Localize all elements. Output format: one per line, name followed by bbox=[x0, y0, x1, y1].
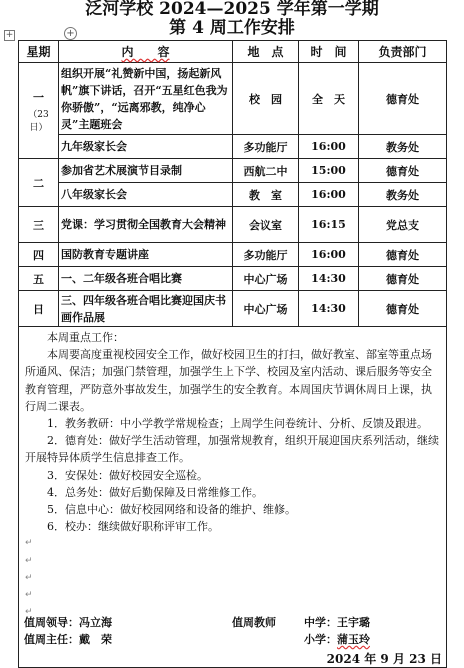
table-row bbox=[19, 267, 447, 291]
notes-item: 4．总务处：做好后勤保障及日常维修工作。 bbox=[47, 485, 263, 499]
document-title: 泛河学校 2024—2025 学年第一学期 bbox=[85, 0, 379, 19]
day-cell: 五 bbox=[19, 267, 59, 291]
notes-item: 6．校办：继续做好职称评审工作。 bbox=[47, 520, 219, 534]
table-row bbox=[19, 243, 447, 267]
director-signature bbox=[24, 631, 112, 647]
director-label: 值周主任： bbox=[24, 633, 79, 646]
day-cell: 三 bbox=[19, 207, 59, 243]
day-cell: 四 bbox=[19, 243, 59, 267]
responsible-cell: 德育处 bbox=[359, 63, 447, 135]
time-cell: 14:30 bbox=[299, 267, 359, 291]
day-date-note: （23 日） bbox=[28, 109, 49, 133]
notes-heading: 本周重点工作： bbox=[47, 331, 124, 344]
header-day: 星期 bbox=[19, 41, 59, 63]
table-row bbox=[19, 63, 447, 135]
middle-name: 王宇璐 bbox=[337, 616, 370, 629]
teacher-label: 值周教师 bbox=[232, 616, 276, 629]
header-content-label: 内 容 bbox=[121, 45, 170, 59]
location-cell: 中心广场 bbox=[233, 291, 299, 327]
notes-item: 5．信息中心：做好校园网络和设备的维护、维修。 bbox=[47, 503, 296, 517]
move-icon[interactable]: + bbox=[5, 30, 14, 40]
notes-item: 1．教务教研：中小学教学常规检查；上周学生问卷统计、分析、反馈及跟进。 bbox=[47, 417, 428, 431]
paragraph-mark-icon: ↵ bbox=[25, 607, 33, 618]
header-content bbox=[59, 41, 233, 63]
day-label: 一 bbox=[33, 90, 44, 104]
time-cell: 15:00 bbox=[299, 159, 359, 183]
paragraph-mark-icon: ↵ bbox=[25, 590, 33, 601]
paragraph-mark-icon: ↵ bbox=[25, 572, 33, 583]
primary-label: 小学： bbox=[304, 633, 337, 646]
time-cell: 14:30 bbox=[299, 291, 359, 327]
responsible-cell: 党总支 bbox=[359, 207, 447, 243]
content-cell: 一、二年级各班合唱比赛 bbox=[59, 267, 233, 291]
time-cell: 全 天 bbox=[299, 63, 359, 135]
paragraph-mark-icon: ↵ bbox=[25, 538, 33, 549]
weekly-notes bbox=[25, 329, 442, 621]
content-cell: 组织开展“礼赞新中国，扬起新风帆”旗下讲话，召开“五星红色我为你骄傲”，“远离邪教，纯净心灵”主题班会 bbox=[59, 63, 233, 135]
location-cell: 中心广场 bbox=[233, 267, 299, 291]
day-cell: 二 bbox=[19, 159, 59, 207]
table-row bbox=[19, 207, 447, 243]
content-cell: 九年级家长会 bbox=[59, 135, 233, 159]
leader-label: 值周领导： bbox=[24, 616, 79, 629]
location-cell: 教 室 bbox=[233, 183, 299, 207]
schedule-table bbox=[18, 40, 447, 668]
table-row bbox=[19, 291, 447, 327]
time-cell: 16:00 bbox=[299, 183, 359, 207]
notes-item: 2．德育处：做好学生活动管理，加强常规教育，组织开展迎国庆系列活动，继续开展特异体质学生信息排查工作。 bbox=[25, 434, 439, 465]
add-column-icon[interactable]: + bbox=[64, 27, 77, 40]
time-cell: 16:15 bbox=[299, 207, 359, 243]
header-time: 时 间 bbox=[299, 41, 359, 63]
director-name: 戴 荣 bbox=[79, 633, 112, 646]
location-cell: 校 园 bbox=[233, 63, 299, 135]
responsible-cell: 德育处 bbox=[359, 243, 447, 267]
location-cell: 西航二中 bbox=[233, 159, 299, 183]
middle-label: 中学： bbox=[304, 616, 337, 629]
document-subtitle: 第 4 周工作安排 bbox=[169, 18, 295, 38]
primary-name: 蒲玉玲 bbox=[337, 633, 370, 646]
responsible-cell: 德育处 bbox=[359, 159, 447, 183]
time-cell: 16:00 bbox=[299, 135, 359, 159]
day-cell: 日 bbox=[19, 291, 59, 327]
paragraph-mark-icon: ↵ bbox=[25, 555, 33, 566]
content-cell: 八年级家长会 bbox=[59, 183, 233, 207]
table-row bbox=[19, 159, 447, 183]
responsible-cell: 德育处 bbox=[359, 291, 447, 327]
header-row bbox=[19, 41, 447, 63]
table-row bbox=[19, 135, 447, 159]
location-cell: 多功能厅 bbox=[233, 135, 299, 159]
notes-intro: 本周要高度重视校园安全工作，做好校园卫生的打扫，做好教室、部室等重点场所通风、保洁；加强门禁管理，加强学生上下学、校园及室内活动、课后服务等安全教育管理，严防意外事故发生，加强学生的安全教育。本周国庆节调休周日上课，执行周二课表。 bbox=[25, 348, 432, 413]
table-row bbox=[19, 183, 447, 207]
location-cell: 多功能厅 bbox=[233, 243, 299, 267]
leader-name: 冯立海 bbox=[79, 616, 112, 629]
header-responsible: 负责部门 bbox=[359, 41, 447, 63]
day-cell bbox=[19, 63, 59, 159]
document-date: 2024 年 9 月 23 日 bbox=[326, 652, 442, 666]
notes-item: 3．安保处：做好校园安全巡检。 bbox=[47, 468, 208, 482]
content-cell: 党课：学习贯彻全国教育大会精神 bbox=[59, 207, 233, 243]
header-location: 地 点 bbox=[233, 41, 299, 63]
responsible-cell: 教务处 bbox=[359, 135, 447, 159]
primary-school-signature bbox=[304, 631, 370, 647]
responsible-cell: 教务处 bbox=[359, 183, 447, 207]
responsible-cell: 德育处 bbox=[359, 267, 447, 291]
leader-signature bbox=[24, 614, 112, 630]
content-cell: 三、四年级各班合唱比赛迎国庆书画作品展 bbox=[59, 291, 233, 327]
content-cell: 国防教育专题讲座 bbox=[59, 243, 233, 267]
middle-school-signature bbox=[304, 614, 370, 630]
location-cell: 会议室 bbox=[233, 207, 299, 243]
content-cell: 参加省艺术展演节目录制 bbox=[59, 159, 233, 183]
time-cell: 16:00 bbox=[299, 243, 359, 267]
